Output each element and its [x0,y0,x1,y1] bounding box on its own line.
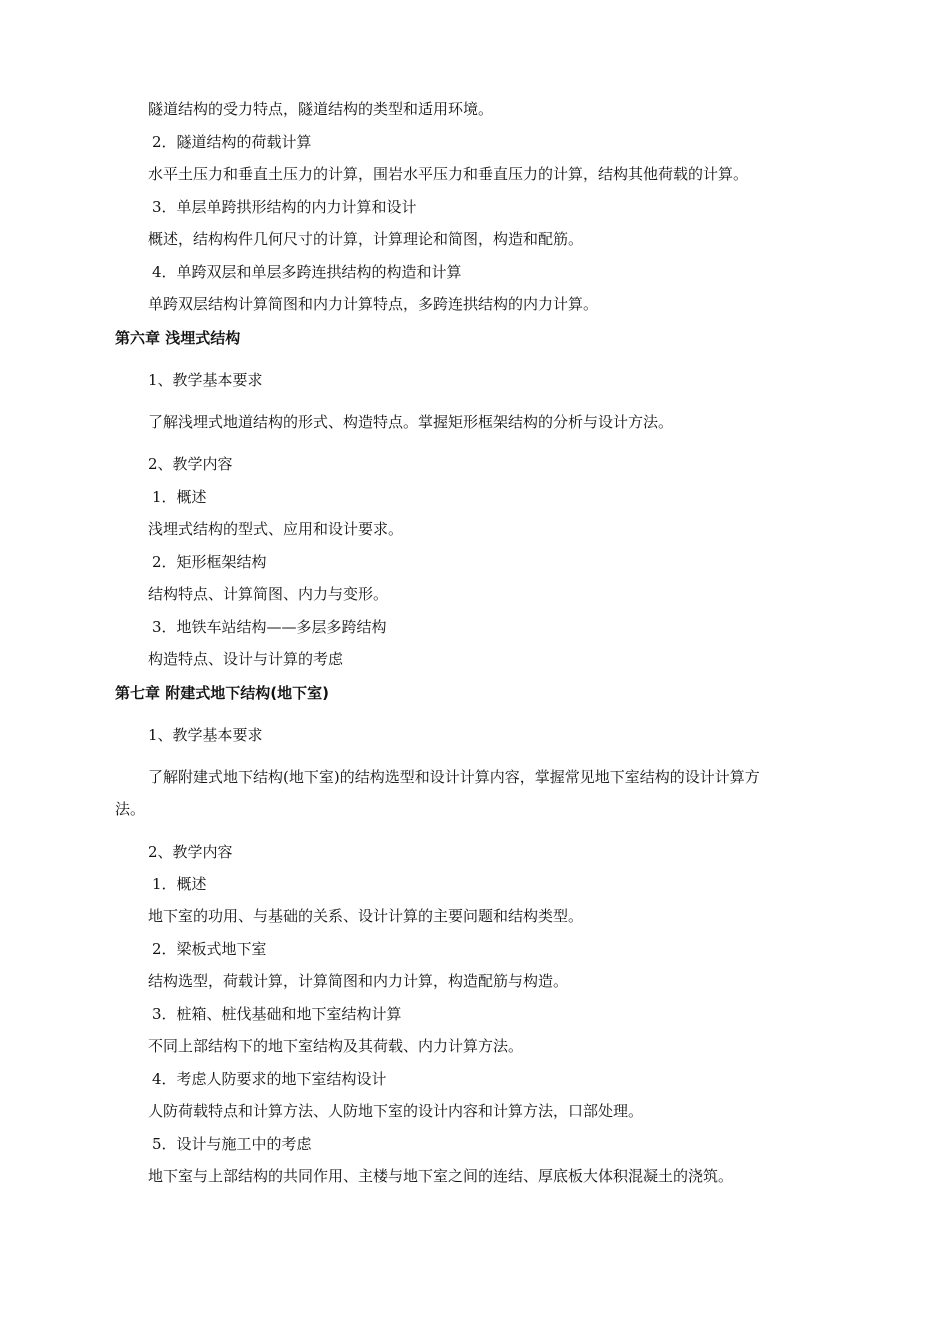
ch6-paragraph-overview: 浅埋式结构的型式、应用和设计要求。 [148,520,404,538]
ch7-paragraph-beam-slab: 结构选型，荷载计算，计算简图和内力计算，构造配筋与构造。 [148,972,569,990]
ch7-item-beam-slab: 2．梁板式地下室 [152,940,267,958]
ch7-item-pile-box: 3．桩箱、桩伐基础和地下室结构计算 [152,1005,402,1023]
ch6-requirements-heading: 1、教学基本要求 [148,371,263,389]
ch7-requirements-heading: 1、教学基本要求 [148,726,263,744]
ch6-paragraph-metro-station: 构造特点、设计与计算的考虑 [148,650,344,668]
paragraph-tunnel-features: 隧道结构的受力特点，隧道结构的类型和适用环境。 [148,100,494,118]
ch6-item-overview: 1．概述 [152,488,207,506]
item-tunnel-load-calc: 2．隧道结构的荷载计算 [152,133,312,151]
paragraph-double-layer-calc: 单跨双层结构计算简图和内力计算特点，多跨连拱结构的内力计算。 [148,295,599,313]
ch6-content-heading: 2、教学内容 [148,455,233,473]
ch7-requirements-text-line2: 法。 [115,800,146,818]
ch7-paragraph-overview: 地下室的功用、与基础的关系、设计计算的主要问题和结构类型。 [148,907,584,925]
ch6-requirements-text: 了解浅埋式地道结构的形式、构造特点。掌握矩形框架结构的分析与设计方法。 [148,413,674,431]
chapter-7-title: 第七章 附建式地下结构(地下室) [115,684,329,702]
ch7-item-civil-defense: 4．考虑人防要求的地下室结构设计 [152,1070,387,1088]
ch7-content-heading: 2、教学内容 [148,843,233,861]
ch6-item-metro-station: 3．地铁车站结构——多层多跨结构 [152,618,387,636]
paragraph-pressure-calc: 水平土压力和垂直土压力的计算，围岩水平压力和垂直压力的计算，结构其他荷载的计算。 [148,165,749,183]
ch7-item-design-construction: 5．设计与施工中的考虑 [152,1135,312,1153]
ch7-item-overview: 1．概述 [152,875,207,893]
paragraph-arch-overview: 概述，结构构件几何尺寸的计算，计算理论和简图，构造和配筋。 [148,230,584,248]
ch6-item-rect-frame: 2．矩形框架结构 [152,553,267,571]
chapter-6-title: 第六章 浅埋式结构 [115,329,241,347]
item-single-span-arch: 3．单层单跨拱形结构的内力计算和设计 [152,198,417,216]
ch6-paragraph-rect-frame: 结构特点、计算简图、内力与变形。 [148,585,389,603]
ch7-paragraph-pile-box: 不同上部结构下的地下室结构及其荷载、内力计算方法。 [148,1037,524,1055]
ch7-paragraph-design-construction: 地下室与上部结构的共同作用、主楼与地下室之间的连结、厚底板大体积混凝土的浇筑。 [148,1167,734,1185]
item-double-layer-multi-span: 4．单跨双层和单层多跨连拱结构的构造和计算 [152,263,462,281]
ch7-paragraph-civil-defense: 人防荷载特点和计算方法、人防地下室的设计内容和计算方法，口部处理。 [148,1102,644,1120]
ch7-requirements-text-line1: 了解附建式地下结构(地下室)的结构选型和设计计算内容，掌握常见地下室结构的设计计算方 [148,768,760,786]
